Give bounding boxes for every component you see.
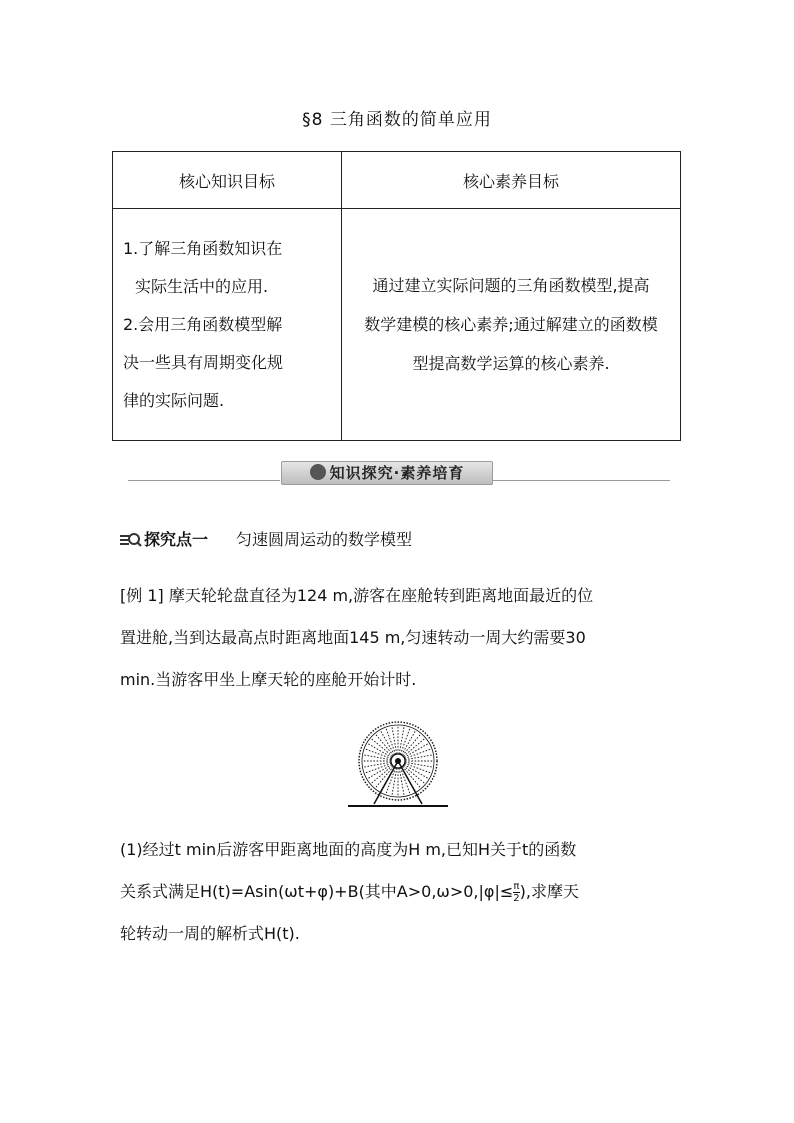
question-line <box>120 871 680 913</box>
question-line: (1)经过t min后游客甲距离地面的高度为H m,已知H关于t的函数 <box>120 840 577 859</box>
section-heading <box>120 527 412 552</box>
wheel-spoke <box>402 733 421 755</box>
knowledge-goal-line: 2.会用三角函数模型解 <box>123 314 283 334</box>
question-text-after-fraction: ),求摩天 <box>519 882 579 901</box>
section-title: 匀速圆周运动的数学模型 <box>236 530 413 549</box>
header-knowledge-goals: 核心知识目标 <box>113 152 342 209</box>
knowledge-goal-line: 决一些具有周期变化规 <box>123 352 284 372</box>
page-title: §8 三角函数的简单应用 <box>302 110 492 130</box>
banner-divider-left <box>128 480 280 481</box>
question-line: 轮转动一周的解析式H(t). <box>120 924 300 943</box>
ferris-wheel-illustration <box>346 712 450 816</box>
knowledge-goals-cell <box>113 209 342 441</box>
section-label: 探究点一 <box>144 530 209 549</box>
wheel-spoke <box>403 765 425 784</box>
question-paragraph <box>120 829 680 955</box>
table-body-row <box>113 209 681 441</box>
table-header-row <box>113 152 681 209</box>
header-literacy-goals: 核心素养目标 <box>342 152 681 209</box>
question-text-before-fraction: 关系式满足H(t)=Asin(ωt+φ)+B(其中A>0,ω>0,|φ|≤ <box>120 882 514 901</box>
goals-table <box>112 151 681 441</box>
fraction-denominator: 2 <box>513 893 520 904</box>
knowledge-goal-line: 律的实际问题. <box>123 390 225 410</box>
pencil-badge-icon <box>310 464 326 480</box>
magnifier-icon <box>120 532 142 552</box>
knowledge-goal-line: 1.了解三角函数知识在 <box>123 238 283 258</box>
banner-label: 知识探究·素养培育 <box>329 464 465 482</box>
example-line: 置进舱,当到达最高点时距离地面145 m,匀速转动一周大约需要30 <box>120 628 586 647</box>
literacy-goals-cell <box>342 209 681 441</box>
knowledge-goal-line: 实际生活中的应用. <box>135 276 269 296</box>
section-banner <box>281 461 493 485</box>
fraction-numerator: π <box>513 881 520 892</box>
literacy-goal-line: 数学建模的核心素养;通过解建立的函数模 <box>364 315 658 334</box>
banner-divider-right <box>492 480 670 481</box>
literacy-goal-line: 型提高数学运算的核心素养. <box>412 354 610 373</box>
literacy-goal-line: 通过建立实际问题的三角函数模型,提高 <box>372 276 650 295</box>
example-line: [例 1] 摩天轮轮盘直径为124 m,游客在座舱转到距离地面最近的位 <box>120 586 594 605</box>
wheel-spoke <box>370 765 392 784</box>
wheel-spoke <box>403 738 425 757</box>
example-paragraph <box>120 575 680 701</box>
wheel-spoke <box>370 738 392 757</box>
example-line: min.当游客甲坐上摩天轮的座舱开始计时. <box>120 670 417 689</box>
wheel-spoke <box>375 733 394 755</box>
